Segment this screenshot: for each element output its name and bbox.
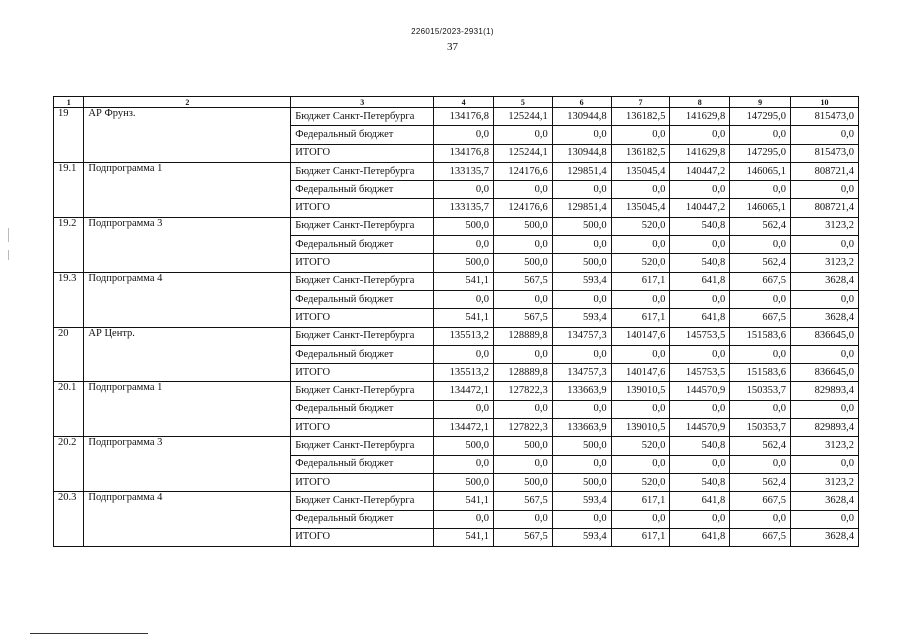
amount-cell: 667,5: [730, 309, 791, 327]
amount-cell: 0,0: [730, 290, 791, 308]
document-id: 226015/2023-2931(1): [411, 27, 494, 36]
program-name: Подпрограмма 4: [84, 272, 291, 327]
funding-source: ИТОГО: [291, 199, 434, 217]
amount-cell: 135513,2: [434, 327, 494, 345]
amount-cell: 0,0: [434, 455, 494, 473]
funding-source: ИТОГО: [291, 473, 434, 491]
funding-source: Федеральный бюджет: [291, 455, 434, 473]
amount-cell: 500,0: [434, 473, 494, 491]
amount-cell: 134176,8: [434, 144, 494, 162]
funding-source: Бюджет Санкт-Петербурга: [291, 437, 434, 455]
amount-cell: 0,0: [434, 290, 494, 308]
column-number: 2: [84, 97, 291, 108]
table-row: [54, 108, 859, 126]
amount-cell: 125244,1: [493, 144, 552, 162]
amount-cell: 667,5: [730, 528, 791, 546]
program-name: Подпрограмма 3: [84, 437, 291, 492]
amount-cell: 641,8: [670, 528, 730, 546]
table-row: [54, 382, 859, 400]
amount-cell: 541,1: [434, 272, 494, 290]
funding-source: Бюджет Санкт-Петербурга: [291, 492, 434, 510]
funding-source: ИТОГО: [291, 528, 434, 546]
amount-cell: 567,5: [493, 309, 552, 327]
amount-cell: 617,1: [611, 272, 670, 290]
page-number: 37: [447, 41, 458, 53]
amount-cell: 540,8: [670, 217, 730, 235]
funding-source: ИТОГО: [291, 364, 434, 382]
amount-cell: 520,0: [611, 473, 670, 491]
amount-cell: 0,0: [493, 345, 552, 363]
column-number: 8: [670, 97, 730, 108]
column-number: 4: [434, 97, 494, 108]
amount-cell: 667,5: [730, 492, 791, 510]
amount-cell: 128889,8: [493, 327, 552, 345]
amount-cell: 567,5: [493, 528, 552, 546]
amount-cell: 0,0: [611, 345, 670, 363]
amount-cell: 151583,6: [730, 327, 791, 345]
amount-cell: 541,1: [434, 492, 494, 510]
amount-cell: 500,0: [434, 217, 494, 235]
funding-source: Федеральный бюджет: [291, 290, 434, 308]
amount-cell: 829893,4: [791, 419, 859, 437]
amount-cell: 150353,7: [730, 382, 791, 400]
amount-cell: 0,0: [434, 181, 494, 199]
scan-margin-mark: [8, 250, 9, 260]
funding-source: Федеральный бюджет: [291, 345, 434, 363]
funding-source: Бюджет Санкт-Петербурга: [291, 272, 434, 290]
amount-cell: 593,4: [552, 309, 611, 327]
amount-cell: 641,8: [670, 272, 730, 290]
amount-cell: 127822,3: [493, 419, 552, 437]
amount-cell: 0,0: [670, 181, 730, 199]
amount-cell: 541,1: [434, 309, 494, 327]
amount-cell: 0,0: [434, 345, 494, 363]
amount-cell: 0,0: [493, 236, 552, 254]
amount-cell: 141629,8: [670, 108, 730, 126]
amount-cell: 0,0: [493, 510, 552, 528]
amount-cell: 0,0: [611, 126, 670, 144]
program-name: АР Центр.: [84, 327, 291, 382]
amount-cell: 540,8: [670, 437, 730, 455]
funding-source: Федеральный бюджет: [291, 400, 434, 418]
amount-cell: 0,0: [552, 510, 611, 528]
amount-cell: 135045,4: [611, 199, 670, 217]
amount-cell: 562,4: [730, 254, 791, 272]
amount-cell: 3628,4: [791, 492, 859, 510]
funding-source: ИТОГО: [291, 144, 434, 162]
row-index: 19: [54, 108, 84, 163]
amount-cell: 641,8: [670, 492, 730, 510]
amount-cell: 140147,6: [611, 327, 670, 345]
funding-source: Федеральный бюджет: [291, 510, 434, 528]
amount-cell: 0,0: [791, 345, 859, 363]
amount-cell: 808721,4: [791, 199, 859, 217]
amount-cell: 0,0: [493, 400, 552, 418]
amount-cell: 0,0: [670, 290, 730, 308]
amount-cell: 146065,1: [730, 199, 791, 217]
amount-cell: 129851,4: [552, 199, 611, 217]
program-name: Подпрограмма 4: [84, 492, 291, 547]
amount-cell: 3123,2: [791, 473, 859, 491]
amount-cell: 593,4: [552, 492, 611, 510]
amount-cell: 127822,3: [493, 382, 552, 400]
amount-cell: 500,0: [493, 473, 552, 491]
funding-source: ИТОГО: [291, 419, 434, 437]
column-number: 3: [291, 97, 434, 108]
amount-cell: 500,0: [434, 254, 494, 272]
amount-cell: 0,0: [434, 236, 494, 254]
amount-cell: 562,4: [730, 473, 791, 491]
amount-cell: 0,0: [791, 290, 859, 308]
amount-cell: 135513,2: [434, 364, 494, 382]
column-number: 9: [730, 97, 791, 108]
amount-cell: 145753,5: [670, 364, 730, 382]
amount-cell: 0,0: [791, 236, 859, 254]
table-row: [54, 272, 859, 290]
amount-cell: 3123,2: [791, 437, 859, 455]
amount-cell: 815473,0: [791, 108, 859, 126]
amount-cell: 815473,0: [791, 144, 859, 162]
amount-cell: 146065,1: [730, 162, 791, 180]
program-name: Подпрограмма 3: [84, 217, 291, 272]
amount-cell: 0,0: [670, 400, 730, 418]
amount-cell: 125244,1: [493, 108, 552, 126]
amount-cell: 0,0: [493, 181, 552, 199]
amount-cell: 3123,2: [791, 254, 859, 272]
amount-cell: 133135,7: [434, 199, 494, 217]
amount-cell: 136182,5: [611, 108, 670, 126]
amount-cell: 500,0: [552, 437, 611, 455]
program-name: Подпрограмма 1: [84, 162, 291, 217]
amount-cell: 0,0: [552, 345, 611, 363]
amount-cell: 0,0: [670, 455, 730, 473]
program-name: АР Фрунз.: [84, 108, 291, 163]
table-row: [54, 162, 859, 180]
amount-cell: 562,4: [730, 217, 791, 235]
amount-cell: 140147,6: [611, 364, 670, 382]
table-row: [54, 327, 859, 345]
amount-cell: 540,8: [670, 473, 730, 491]
column-number: 1: [54, 97, 84, 108]
amount-cell: 540,8: [670, 254, 730, 272]
amount-cell: 593,4: [552, 528, 611, 546]
amount-cell: 147295,0: [730, 108, 791, 126]
amount-cell: 617,1: [611, 309, 670, 327]
amount-cell: 593,4: [552, 272, 611, 290]
amount-cell: 0,0: [552, 290, 611, 308]
amount-cell: 0,0: [730, 400, 791, 418]
amount-cell: 0,0: [670, 345, 730, 363]
amount-cell: 130944,8: [552, 108, 611, 126]
amount-cell: 541,1: [434, 528, 494, 546]
column-number: 10: [791, 97, 859, 108]
amount-cell: 520,0: [611, 254, 670, 272]
program-name: Подпрограмма 1: [84, 382, 291, 437]
amount-cell: 134472,1: [434, 419, 494, 437]
amount-cell: 141629,8: [670, 144, 730, 162]
table-row: [54, 492, 859, 510]
column-number-row: [54, 97, 859, 108]
amount-cell: 140447,2: [670, 199, 730, 217]
amount-cell: 150353,7: [730, 419, 791, 437]
amount-cell: 0,0: [670, 236, 730, 254]
row-index: 20.1: [54, 382, 84, 437]
amount-cell: 129851,4: [552, 162, 611, 180]
amount-cell: 0,0: [611, 181, 670, 199]
amount-cell: 500,0: [552, 473, 611, 491]
funding-source: ИТОГО: [291, 254, 434, 272]
amount-cell: 520,0: [611, 217, 670, 235]
amount-cell: 0,0: [791, 455, 859, 473]
amount-cell: 0,0: [552, 126, 611, 144]
amount-cell: 139010,5: [611, 419, 670, 437]
funding-source: Федеральный бюджет: [291, 236, 434, 254]
amount-cell: 134176,8: [434, 108, 494, 126]
amount-cell: 144570,9: [670, 419, 730, 437]
row-index: 19.1: [54, 162, 84, 217]
amount-cell: 151583,6: [730, 364, 791, 382]
amount-cell: 617,1: [611, 492, 670, 510]
amount-cell: 134472,1: [434, 382, 494, 400]
amount-cell: 139010,5: [611, 382, 670, 400]
amount-cell: 135045,4: [611, 162, 670, 180]
amount-cell: 0,0: [730, 345, 791, 363]
amount-cell: 3628,4: [791, 309, 859, 327]
funding-source: Бюджет Санкт-Петербурга: [291, 382, 434, 400]
amount-cell: 0,0: [611, 400, 670, 418]
amount-cell: 130944,8: [552, 144, 611, 162]
amount-cell: 0,0: [434, 400, 494, 418]
amount-cell: 0,0: [493, 126, 552, 144]
amount-cell: 0,0: [730, 181, 791, 199]
row-index: 20.3: [54, 492, 84, 547]
funding-source: ИТОГО: [291, 309, 434, 327]
amount-cell: 0,0: [670, 510, 730, 528]
amount-cell: 0,0: [434, 510, 494, 528]
row-index: 19.3: [54, 272, 84, 327]
amount-cell: 0,0: [791, 400, 859, 418]
amount-cell: 500,0: [552, 217, 611, 235]
amount-cell: 0,0: [670, 126, 730, 144]
amount-cell: 3628,4: [791, 528, 859, 546]
amount-cell: 136182,5: [611, 144, 670, 162]
funding-source: Бюджет Санкт-Петербурга: [291, 327, 434, 345]
amount-cell: 134757,3: [552, 327, 611, 345]
amount-cell: 0,0: [791, 181, 859, 199]
amount-cell: 667,5: [730, 272, 791, 290]
amount-cell: 145753,5: [670, 327, 730, 345]
budget-table: [53, 96, 859, 547]
row-index: 20.2: [54, 437, 84, 492]
table-body: [54, 108, 859, 547]
amount-cell: 0,0: [730, 455, 791, 473]
amount-cell: 0,0: [434, 126, 494, 144]
amount-cell: 124176,6: [493, 162, 552, 180]
scan-margin-mark: [8, 228, 9, 242]
column-number: 6: [552, 97, 611, 108]
amount-cell: 836645,0: [791, 364, 859, 382]
amount-cell: 0,0: [611, 236, 670, 254]
amount-cell: 500,0: [493, 437, 552, 455]
amount-cell: 520,0: [611, 437, 670, 455]
amount-cell: 500,0: [493, 254, 552, 272]
amount-cell: 0,0: [730, 126, 791, 144]
amount-cell: 500,0: [493, 217, 552, 235]
amount-cell: 140447,2: [670, 162, 730, 180]
amount-cell: 808721,4: [791, 162, 859, 180]
amount-cell: 0,0: [791, 510, 859, 528]
amount-cell: 641,8: [670, 309, 730, 327]
amount-cell: 0,0: [730, 510, 791, 528]
amount-cell: 133663,9: [552, 419, 611, 437]
amount-cell: 147295,0: [730, 144, 791, 162]
amount-cell: 562,4: [730, 437, 791, 455]
amount-cell: 144570,9: [670, 382, 730, 400]
amount-cell: 128889,8: [493, 364, 552, 382]
amount-cell: 134757,3: [552, 364, 611, 382]
amount-cell: 836645,0: [791, 327, 859, 345]
amount-cell: 0,0: [552, 181, 611, 199]
funding-source: Федеральный бюджет: [291, 181, 434, 199]
amount-cell: 0,0: [611, 290, 670, 308]
amount-cell: 133135,7: [434, 162, 494, 180]
amount-cell: 133663,9: [552, 382, 611, 400]
amount-cell: 0,0: [611, 510, 670, 528]
amount-cell: 3123,2: [791, 217, 859, 235]
amount-cell: 0,0: [552, 236, 611, 254]
table-row: [54, 217, 859, 235]
amount-cell: 567,5: [493, 272, 552, 290]
amount-cell: 0,0: [611, 455, 670, 473]
amount-cell: 0,0: [493, 455, 552, 473]
amount-cell: 3628,4: [791, 272, 859, 290]
funding-source: Бюджет Санкт-Петербурга: [291, 162, 434, 180]
amount-cell: 124176,6: [493, 199, 552, 217]
funding-source: Бюджет Санкт-Петербурга: [291, 108, 434, 126]
funding-source: Бюджет Санкт-Петербурга: [291, 217, 434, 235]
amount-cell: 500,0: [434, 437, 494, 455]
amount-cell: 0,0: [552, 455, 611, 473]
amount-cell: 500,0: [552, 254, 611, 272]
column-number: 7: [611, 97, 670, 108]
amount-cell: 0,0: [493, 290, 552, 308]
funding-source: Федеральный бюджет: [291, 126, 434, 144]
footnote-divider: [30, 633, 148, 634]
amount-cell: 829893,4: [791, 382, 859, 400]
table-row: [54, 437, 859, 455]
row-index: 19.2: [54, 217, 84, 272]
row-index: 20: [54, 327, 84, 382]
amount-cell: 0,0: [730, 236, 791, 254]
amount-cell: 567,5: [493, 492, 552, 510]
amount-cell: 0,0: [552, 400, 611, 418]
amount-cell: 0,0: [791, 126, 859, 144]
column-number: 5: [493, 97, 552, 108]
amount-cell: 617,1: [611, 528, 670, 546]
